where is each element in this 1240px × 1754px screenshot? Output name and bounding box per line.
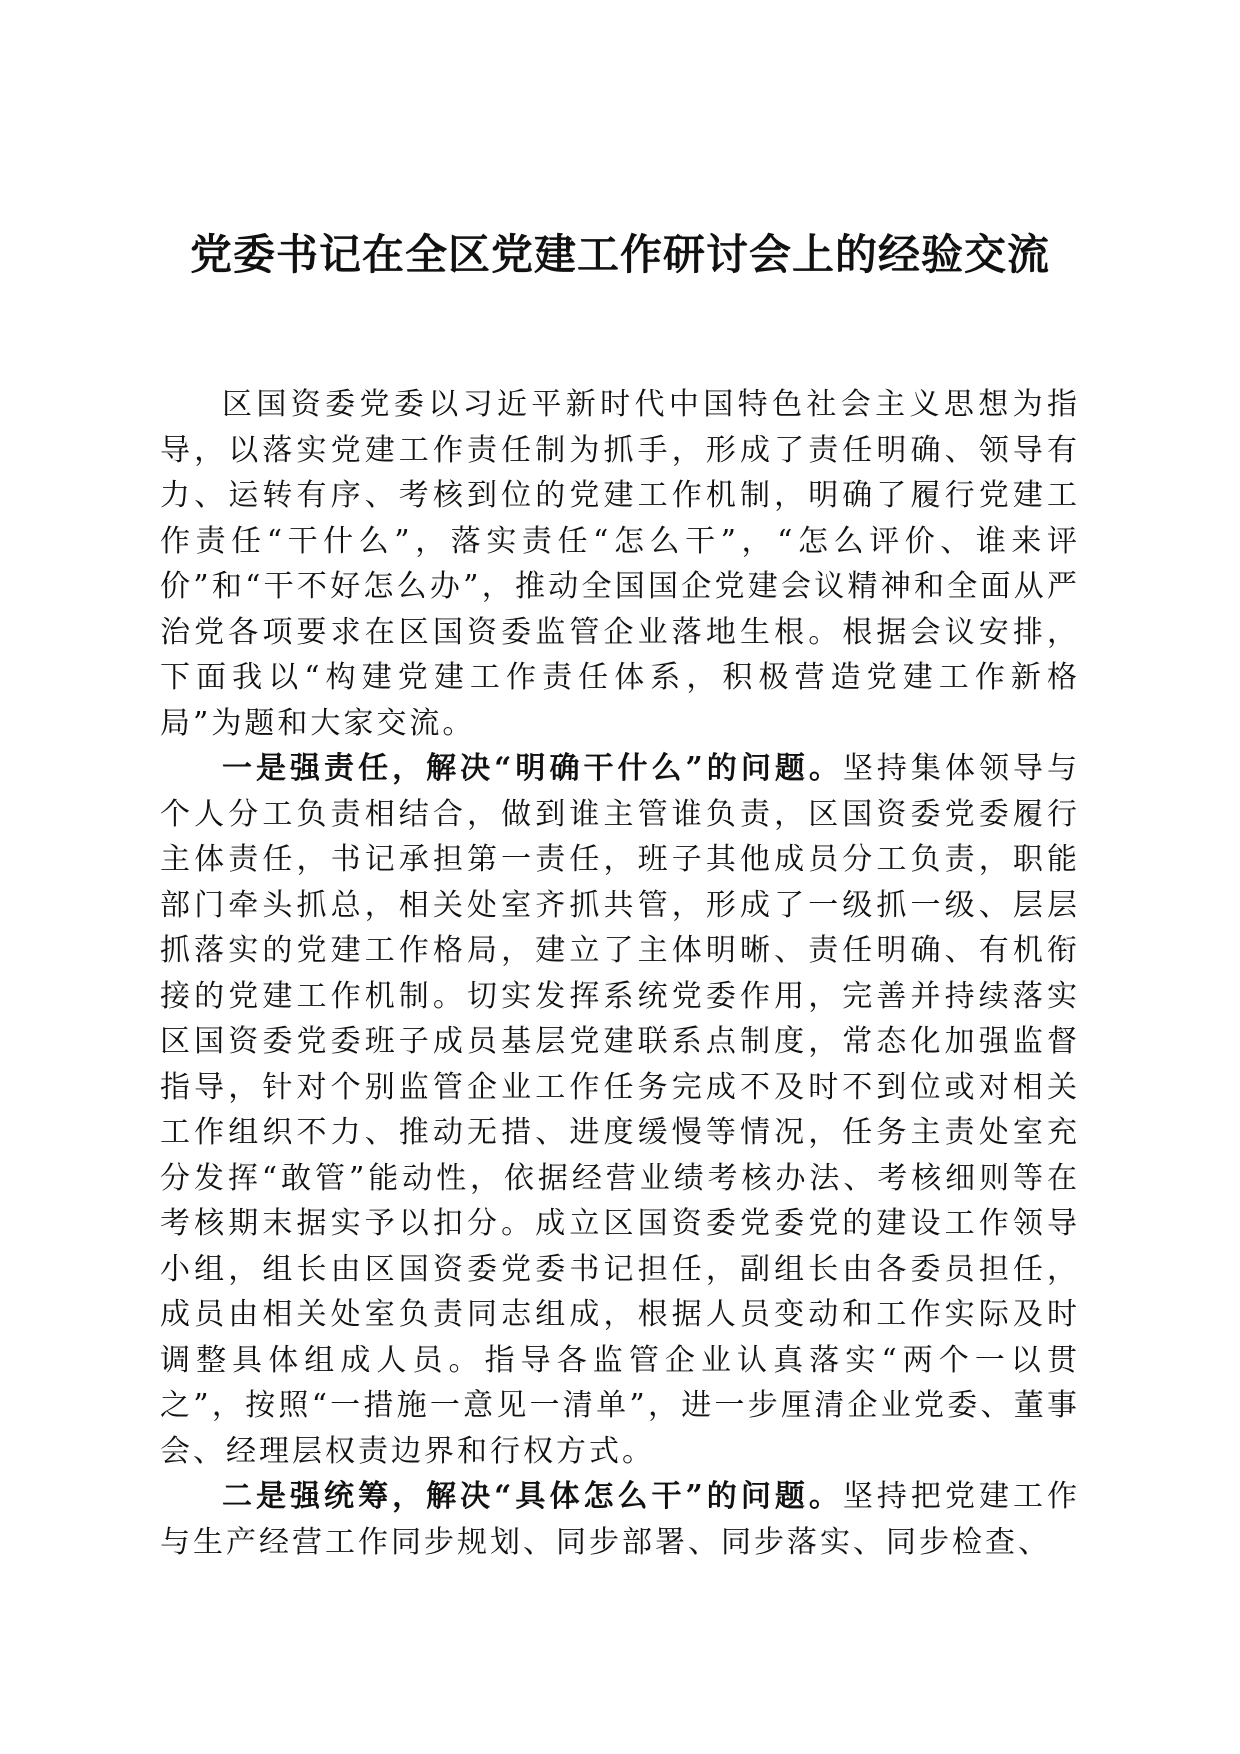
paragraph-text: 坚持集体领导与个人分工负责相结合，做到谁主管谁负责，区国资委党委履行主体责任，书记承担第一责任，班子其他成员分工负责，职能部门牵头抓总，相关处室齐抓共管，形成了一级抓一级、层层抓落实的党建工作格局，建立了主体明晰、责任明确、有机衔接的党建工作机制。切实发挥系统党委作用，完善并持续落实区国资委党委班子成员基层党建联系点制度，常态化加强监督指导，针对个别监管企业工作任务完成不及时不到位或对相关工作组织不力、推动无措、进度缓慢等情况，任务主责处室充分发挥“敢管”能动性，依据经营业绩考核办法、考核细则等在考核期末据实予以扣分。成立区国资委党委党的建设工作领导小组，组长由区国资委党委书记担任，副组长由各委员担任，成员由相关处室负责同志组成，根据人员变动和工作实际及时调整具体组成人员。指导各监管企业认真落实“两个一以贯之”，按照“一措施一意见一清单”，进一步厘清企业党委、董事会、经理层权责边界和行权方式。 <box>160 751 1081 1469</box>
paragraph-strengthen-responsibility <box>160 746 1080 1474</box>
paragraph-strengthen-coordination <box>160 1474 1080 1565</box>
document-body <box>160 382 1080 1565</box>
paragraph-lead: 一是强责任，解决“明确干什么”的问题。 <box>222 751 843 786</box>
paragraph-text: 坚持把党建工作与生产经营工作同步规划、同步部署、同步落实、同步检查、 <box>160 1479 1081 1560</box>
paragraph-intro <box>160 382 1080 746</box>
document-title: 党委书记在全区党建工作研讨会上的经验交流 <box>189 230 1050 279</box>
paragraph-lead: 二是强统筹，解决“具体怎么干”的问题。 <box>222 1479 843 1514</box>
paragraph-text: 区国资委党委以习近平新时代中国特色社会主义思想为指导，以落实党建工作责任制为抓手，形成了责任明确、领导有力、运转有序、考核到位的党建工作机制，明确了履行党建工作责任“干什么”，落实责任“怎么干”，“怎么评价、谁来评价”和“干不好怎么办”，推动全国国企党建会议精神和全面从严治党各项要求在区国资委监管企业落地生根。根据会议安排，下面我以“构建党建工作责任体系，积极营造党建工作新格局”为题和大家交流。 <box>160 387 1080 741</box>
